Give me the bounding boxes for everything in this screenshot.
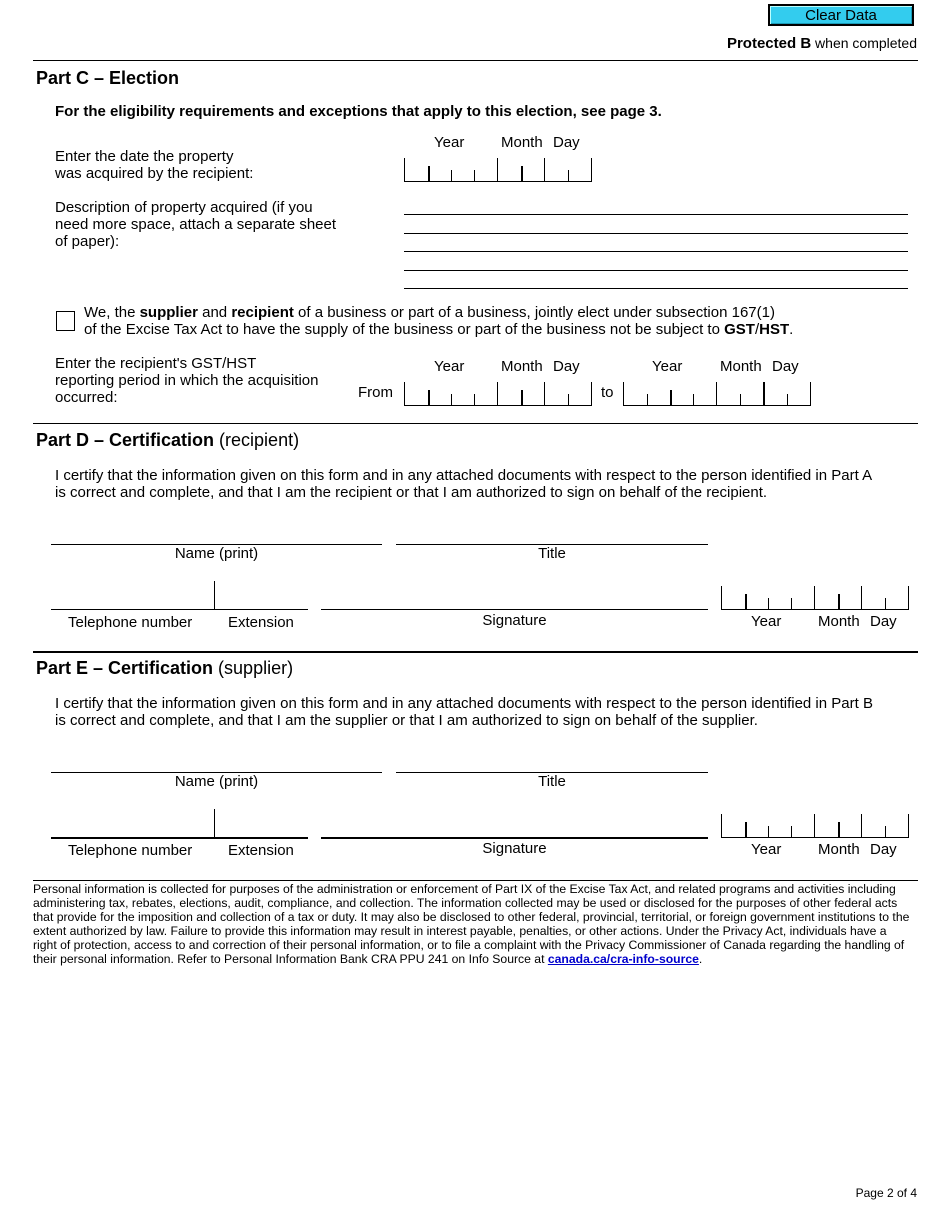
part-d-telephone-label: Telephone number <box>68 614 193 631</box>
part-e-cert-line1: I certify that the information given on this form and in any attached documents with respect to the person identified in Part B <box>55 695 873 712</box>
date-acquired-label-line1: Enter the date the property <box>55 148 234 165</box>
part-c-divider <box>33 423 918 424</box>
date-acquired-label <box>55 148 253 182</box>
reporting-period-label-line3: occurred: <box>55 389 118 406</box>
part-e-day-label: Day <box>870 841 897 858</box>
acquired-year-label: Year <box>434 134 465 151</box>
part-e-certification <box>55 695 915 729</box>
description-label-line1: Description of property acquired (if you <box>55 199 313 216</box>
part-e-telephone-input[interactable] <box>51 816 213 836</box>
part-d-extension-input[interactable] <box>216 588 306 608</box>
from-label: From <box>358 384 393 401</box>
reporting-period-label <box>55 355 319 406</box>
part-d-day-label: Day <box>870 613 897 630</box>
part-d-signature-input[interactable] <box>321 588 707 608</box>
date-acquired-input[interactable] <box>404 158 592 182</box>
date-acquired-field[interactable] <box>404 158 592 180</box>
to-label: to <box>601 384 614 401</box>
part-d-date-input[interactable] <box>721 586 909 610</box>
period-to-date-field[interactable] <box>623 382 811 404</box>
acquired-month-label: Month <box>501 134 543 151</box>
period-to-date-input[interactable] <box>623 382 811 406</box>
part-d-name-input[interactable] <box>51 524 381 544</box>
date-acquired-label-line2: was acquired by the recipient: <box>55 165 254 182</box>
part-d-title-input[interactable] <box>396 524 707 544</box>
part-d-certification <box>55 467 915 501</box>
part-d-month-label: Month <box>818 613 860 630</box>
header-divider <box>33 60 918 61</box>
reporting-period-label-line1: Enter the recipient's GST/HST <box>55 355 257 372</box>
from-year-label: Year <box>434 358 465 375</box>
part-e-date-field[interactable] <box>721 814 909 836</box>
page-number: Page 2 of 4 <box>855 1186 917 1200</box>
protected-b-suffix: when completed <box>811 35 917 51</box>
part-d-date-field[interactable] <box>721 586 909 608</box>
period-from-date-field[interactable] <box>404 382 592 404</box>
joint-election-line2: of the Excise Tax Act to have the supply of the business or part of the business not be subject to GST/HST. <box>84 321 794 338</box>
part-e-signature-input[interactable] <box>321 816 707 836</box>
description-line-4[interactable] <box>404 250 907 270</box>
from-day-label: Day <box>553 358 580 375</box>
part-d-heading: Part D – Certification (recipient) <box>36 430 300 450</box>
part-d-cert-line2: is correct and complete, and that I am the recipient or that I am authorized to sign on behalf of the recipient. <box>55 484 768 501</box>
part-e-title-input[interactable] <box>396 752 707 772</box>
part-e-date-input[interactable] <box>721 814 909 838</box>
part-d-name-label: Name (print) <box>174 545 259 562</box>
part-d-extension-label: Extension <box>228 614 294 631</box>
description-label <box>55 199 336 250</box>
info-source-link[interactable]: canada.ca/cra-info-source <box>547 952 699 966</box>
part-d-telephone-input[interactable] <box>51 588 213 608</box>
acquired-day-label: Day <box>553 134 580 151</box>
part-e-name-input[interactable] <box>51 752 381 772</box>
part-e-title-label: Title <box>538 773 566 790</box>
to-day-label: Day <box>772 358 799 375</box>
description-line-5[interactable] <box>404 268 907 288</box>
period-from-date-input[interactable] <box>404 382 592 406</box>
clear-data-button[interactable]: Clear Data <box>768 4 914 26</box>
part-e-year-label: Year <box>751 841 782 858</box>
part-c-eligibility-note: For the eligibility requirements and exceptions that apply to this election, see page 3. <box>55 103 662 120</box>
part-d-cert-line1: I certify that the information given on this form and in any attached documents with respect to the person identified in Part A <box>55 467 873 484</box>
description-line-3[interactable] <box>404 231 907 251</box>
protected-b-notice <box>727 35 917 52</box>
to-year-label: Year <box>652 358 683 375</box>
to-month-label: Month <box>720 358 762 375</box>
part-e-name-label: Name (print) <box>174 773 259 790</box>
part-e-heading: Part E – Certification (supplier) <box>36 658 294 678</box>
part-e-extension-input[interactable] <box>216 816 306 836</box>
part-c-heading: Part C – Election <box>36 68 180 88</box>
privacy-notice: Personal information is collected for purposes of the administration or enforcement of Part IX of the Excise Tax Act, and related programs and activities including administering tax, rebates, elections, audit, compliance, and collection. The information collected may be used or disclosed for the purposes of other federal acts that provide for the imposition and collection of a tax or duty. It may also be disclosed to other federal, provincial, territorial, or foreign government institutions to the extent authorized by law. Failure to provide this information may result in interest payable, penalties, or other actions. Under the Privacy Act, individuals have a right of protection, access to and correction of their personal information, or to file a complaint with the Privacy Commissioner of Canada regarding the handling of their personal information. Refer to Personal Information Bank CRA PPU 241 on Info Source at canada.ca/cra-info-source. <box>33 882 910 966</box>
description-label-line2: need more space, attach a separate sheet <box>55 216 337 233</box>
part-d-title-label: Title <box>538 545 566 562</box>
protected-b-label: Protected B <box>726 35 812 52</box>
part-e-signature-label: Signature <box>482 840 547 857</box>
from-month-label: Month <box>501 358 543 375</box>
joint-election-line1: We, the supplier and recipient of a business or part of a business, jointly elect under subsection 167(1) <box>84 304 775 321</box>
description-line-2[interactable] <box>404 213 907 233</box>
description-label-line3: of paper): <box>55 233 120 250</box>
part-d-signature-label: Signature <box>482 612 547 629</box>
description-line-1[interactable] <box>404 194 907 214</box>
joint-election-checkbox[interactable] <box>56 311 75 331</box>
joint-election-text <box>84 304 793 338</box>
part-d-year-label: Year <box>751 613 782 630</box>
part-d-divider <box>33 651 918 653</box>
part-e-month-label: Month <box>818 841 860 858</box>
privacy-text: Personal information is collected for purposes of the administration or enforcement of Part IX of the Excise Tax Act, and related programs and activities including administering tax, rebates, elections, audit, compliance, and collection. The information collected may be used or disclosed for the purposes of other federal acts that provide for the imposition and collection of a tax or duty. It may also be disclosed to other federal, provincial, territorial, or foreign government institutions to the extent authorized by law. Failure to provide this information may result in interest payable, penalties, or other actions. Under the Privacy Act, individuals have a right of protection, access to and correction of their personal information, or to file a complaint with the Privacy Commissioner of Canada regarding the handling of their personal information. Refer to Personal Information Bank CRA PPU 241 on Info Source at <box>33 882 910 966</box>
part-e-cert-line2: is correct and complete, and that I am the supplier or that I am authorized to sign on behalf of the supplier. <box>55 712 758 729</box>
part-e-telephone-label: Telephone number <box>68 842 193 859</box>
part-e-divider <box>33 880 918 881</box>
reporting-period-label-line2: reporting period in which the acquisition <box>55 372 319 389</box>
part-e-extension-label: Extension <box>228 842 294 859</box>
